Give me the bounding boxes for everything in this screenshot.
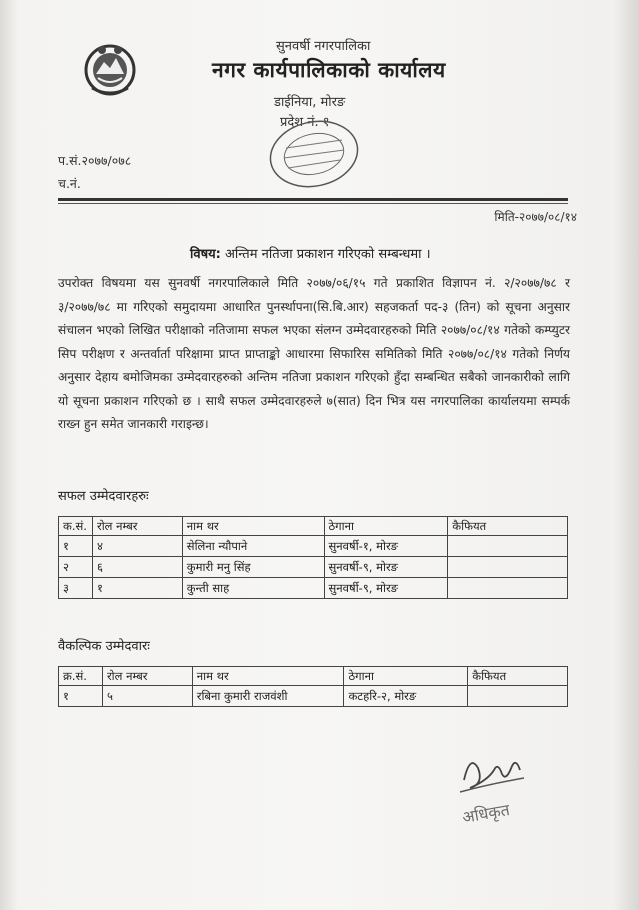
cell-serial: २ (59, 557, 93, 578)
subject-line (190, 244, 431, 262)
table-row (59, 536, 568, 557)
col-remarks: कैफियत (468, 667, 568, 686)
alternate-candidates-table (58, 666, 568, 707)
cell-name: कुन्ती साह (182, 578, 324, 599)
col-name: नाम थर (192, 667, 344, 686)
col-remarks: कैफियत (448, 517, 568, 536)
col-address: ठेगाना (324, 517, 448, 536)
office-location: डाईनिया, मोरङ (274, 95, 346, 110)
subject-label: विषय: (190, 247, 221, 262)
table-row (59, 557, 568, 578)
successful-candidates-table (58, 516, 568, 599)
cell-roll: १ (92, 578, 182, 599)
cell-serial: १ (59, 536, 93, 557)
cell-roll: ५ (102, 686, 192, 707)
cell-remarks (448, 557, 568, 578)
cell-remarks (448, 536, 568, 557)
cell-name: रबिना कुमारी राजवंशी (192, 686, 344, 707)
col-address: ठेगाना (344, 667, 468, 686)
table-header-row (59, 517, 568, 536)
cell-serial: ३ (59, 578, 93, 599)
col-roll: रोल नम्बर (102, 667, 192, 686)
cell-roll: ६ (92, 557, 182, 578)
reference-number: प.सं.२०७७/०७८ (58, 153, 132, 168)
letter-date: मिति-२०७७/०८/१४ (494, 210, 577, 224)
signature-scribble-icon (440, 740, 580, 840)
cell-remarks (448, 578, 568, 599)
nepal-emblem-icon (78, 38, 142, 98)
cell-roll: ४ (92, 536, 182, 557)
municipality-name: सुनवर्षी नगरपालिका (276, 39, 371, 54)
table-row (59, 686, 568, 707)
table-row (59, 578, 568, 599)
cell-serial: १ (59, 686, 103, 707)
col-name: नाम थर (182, 517, 324, 536)
letter-body: उपरोक्त विषयमा यस सुनवर्षी नगरपालिकाले मिति २०७७/०६/१५ गते प्रकाशित विज्ञापन नं. २/२०७७/७८ र ३/२०७७/७८ मा गरिएको समुदायमा आधारित पुनर्स्थापना(सि.बि.आर) सहजकर्ता पद-३ (तिन) को सूचना अनुसार संचालन भएको लिखित परीक्षाको नतिजामा सफल भएका संलग्न उम्मेदवारहरुको मिति २०७७/०८/१४ गतेको कम्प्युटर सिप परीक्षण र अन्तर्वार्ता परिक्षामा प्राप्त प्राप्ताङ्को आधारमा सिफारिस समितिको मिति २०७७/०८/१४ गतेको निर्णय अनुसार देहाय बमोजिमका उम्मेदवारहरुको अन्तिम नतिजा प्रकाशन गरिएको हुँदा सम्बन्धित सबैको जानकारीको लागि यो सूचना प्रकाशन गरिएको छ । साथै सफल उम्मेदवारहरुले ७(सात) दिन भित्र यस नगरपालिका कार्यालयमा सम्पर्क राख्न हुन समेत जानकारी गराइन्छ। (58, 276, 570, 431)
col-serial: क.सं. (59, 517, 93, 536)
cell-remarks (468, 686, 568, 707)
cell-address: सुनवर्षी-९, मोरङ (324, 578, 448, 599)
cell-name: सेलिना न्यौपाने (182, 536, 324, 557)
signatory-role: अधिकृत (460, 800, 511, 827)
cell-address: सुनवर्षी-९, मोरङ (324, 557, 448, 578)
office-province: प्रदेश नं. १ (280, 115, 330, 130)
header-divider-thin (58, 203, 568, 204)
office-title: नगर कार्यपालिकाको कार्यालय (212, 58, 446, 82)
office-stamp-icon (266, 118, 362, 190)
cell-name: कुमारी मनु सिंह (182, 557, 324, 578)
successful-section-title: सफल उम्मेदवारहरुः (58, 489, 149, 504)
subject-text: अन्तिम नतिजा प्रकाशन गरिएको सम्बन्धमा । (225, 247, 431, 262)
table-header-row (59, 667, 568, 686)
alternate-section-title: वैकल्पिक उम्मेदवारः (58, 639, 150, 654)
cell-address: कटहरि-२, मोरङ (344, 686, 468, 707)
cell-address: सुनवर्षी-१, मोरङ (324, 536, 448, 557)
col-roll: रोल नम्बर (92, 517, 182, 536)
header-divider (58, 198, 568, 201)
col-serial: क्र.सं. (59, 667, 103, 686)
dispatch-number: च.नं. (58, 176, 81, 191)
